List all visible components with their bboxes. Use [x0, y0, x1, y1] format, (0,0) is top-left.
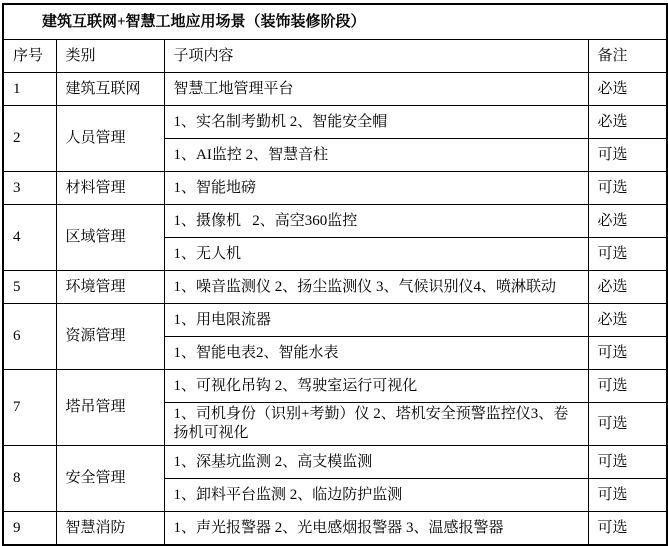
table-row	[3, 271, 667, 304]
note-cell: 可选	[588, 370, 667, 403]
category-cell: 人员管理	[56, 106, 164, 172]
table-row	[3, 512, 667, 546]
note-cell: 可选	[588, 139, 667, 172]
category-cell: 环境管理	[56, 271, 164, 304]
row-number-cell: 8	[3, 446, 56, 512]
row-number-cell: 9	[3, 512, 56, 546]
note-cell: 可选	[588, 403, 667, 446]
content-cell: 1、摄像机 2、高空360监控	[164, 205, 588, 238]
category-cell: 建筑互联网	[56, 73, 164, 106]
row-number-cell: 7	[3, 370, 56, 446]
content-cell: 1、用电限流器	[164, 304, 588, 337]
note-cell: 必选	[588, 205, 667, 238]
content-cell: 1、智能电表2、智能水表	[164, 337, 588, 370]
table-row	[3, 446, 667, 479]
category-cell: 材料管理	[56, 172, 164, 205]
scenario-table	[2, 3, 668, 546]
category-cell: 智慧消防	[56, 512, 164, 546]
note-cell: 必选	[588, 304, 667, 337]
note-cell: 可选	[588, 512, 667, 546]
row-number-cell: 4	[3, 205, 56, 271]
header-row	[3, 40, 667, 73]
table-row	[3, 106, 667, 139]
table-row	[3, 370, 667, 403]
header-no: 序号	[3, 40, 56, 73]
table-row	[3, 172, 667, 205]
row-number-cell: 6	[3, 304, 56, 370]
content-cell: 1、可视化吊钩 2、驾驶室运行可视化	[164, 370, 588, 403]
header-note: 备注	[588, 40, 667, 73]
row-number-cell: 1	[3, 73, 56, 106]
row-number-cell: 3	[3, 172, 56, 205]
category-cell: 安全管理	[56, 446, 164, 512]
header-category: 类别	[56, 40, 164, 73]
content-cell: 1、司机身份（识别+考勤）仪 2、塔机安全预警监控仪3、卷扬机可视化	[164, 403, 588, 446]
category-cell: 区域管理	[56, 205, 164, 271]
header-content: 子项内容	[164, 40, 588, 73]
note-cell: 必选	[588, 271, 667, 304]
note-cell: 可选	[588, 172, 667, 205]
content-cell: 1、无人机	[164, 238, 588, 271]
category-cell: 资源管理	[56, 304, 164, 370]
content-cell: 1、卸料平台监测 2、临边防护监测	[164, 479, 588, 512]
row-number-cell: 5	[3, 271, 56, 304]
content-cell: 1、深基坑监测 2、高支模监测	[164, 446, 588, 479]
note-cell: 可选	[588, 479, 667, 512]
table-body	[3, 73, 667, 546]
table-row	[3, 205, 667, 238]
table-head	[3, 4, 667, 73]
content-cell: 1、实名制考勤机 2、智能安全帽	[164, 106, 588, 139]
content-cell: 智慧工地管理平台	[164, 73, 588, 106]
note-cell: 必选	[588, 73, 667, 106]
note-cell: 必选	[588, 106, 667, 139]
category-cell: 塔吊管理	[56, 370, 164, 446]
note-cell: 可选	[588, 446, 667, 479]
title-row	[3, 4, 667, 40]
content-cell: 1、噪音监测仪 2、扬尘监测仪 3、气候识别仪4、喷淋联动	[164, 271, 588, 304]
content-cell: 1、AI监控 2、智慧音柱	[164, 139, 588, 172]
note-cell: 可选	[588, 238, 667, 271]
content-cell: 1、声光报警器 2、光电感烟报警器 3、温感报警器	[164, 512, 588, 546]
content-cell: 1、智能地磅	[164, 172, 588, 205]
table-row	[3, 73, 667, 106]
row-number-cell: 2	[3, 106, 56, 172]
table-row	[3, 304, 667, 337]
note-cell: 可选	[588, 337, 667, 370]
table-title: 建筑互联网+智慧工地应用场景（装饰装修阶段）	[3, 4, 667, 40]
